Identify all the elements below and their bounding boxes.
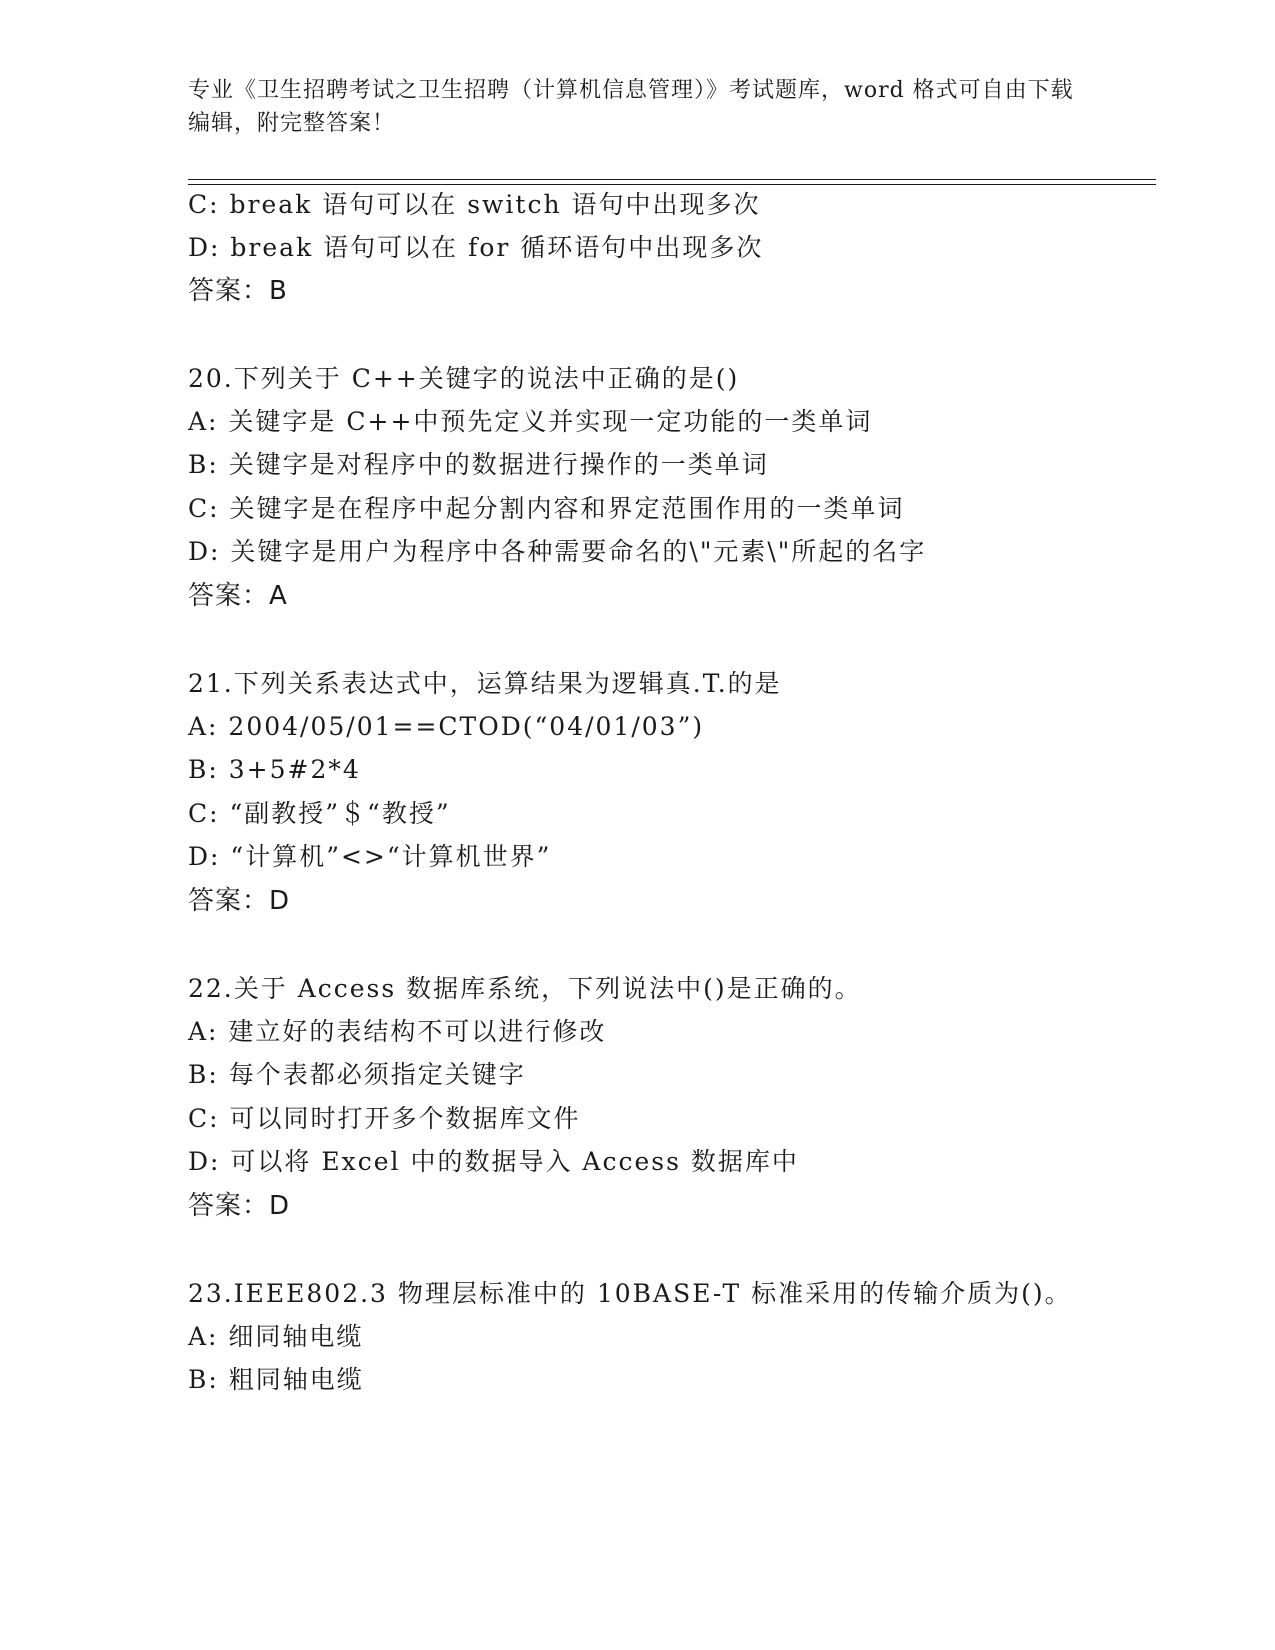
answer-line: 答案：B (188, 276, 288, 306)
header-rule-top (188, 179, 1156, 180)
option-line: C: “副教授”＄“教授” (188, 799, 451, 828)
option-line: D: “计算机”<>“计算机世界” (188, 842, 552, 871)
answer-line: 答案：A (188, 581, 288, 611)
document-header: 专业《卫生招聘考试之卫生招聘（计算机信息管理）》考试题库，word 格式可自由下载编辑，附完整答案！ (188, 78, 1074, 136)
question-line: 22.关于 Access 数据库系统，下列说法中()是正确的。 (188, 974, 862, 1003)
option-line: A: 2004/05/01==CTOD(“04/01/03”) (188, 712, 705, 741)
header-rule-bottom (188, 184, 1156, 185)
question-line: 21.下列关系表达式中，运算结果为逻辑真.T.的是 (188, 669, 782, 698)
option-line: A: 关键字是 C++中预先定义并实现一定功能的一类单词 (188, 407, 873, 436)
option-line: B: 每个表都必须指定关键字 (188, 1060, 526, 1089)
option-line: B: 粗同轴电缆 (188, 1365, 364, 1394)
option-line: C: 可以同时打开多个数据库文件 (188, 1104, 581, 1133)
option-line: B: 3+5#2*4 (188, 755, 361, 784)
question-line: 23.IEEE802.3 物理层标准中的 10BASE-T 标准采用的传输介质为()。 (188, 1279, 1072, 1308)
option-line: D: break 语句可以在 for 循环语句中出现多次 (188, 233, 764, 262)
option-line: C: break 语句可以在 switch 语句中出现多次 (188, 190, 761, 219)
option-line: C: 关键字是在程序中起分割内容和界定范围作用的一类单词 (188, 494, 905, 523)
option-line: D: 关键字是用户为程序中各种需要命名的\"元素\"所起的名字 (188, 537, 927, 566)
answer-line: 答案：D (188, 886, 291, 916)
answer-line: 答案：D (188, 1191, 291, 1221)
option-line: D: 可以将 Excel 中的数据导入 Access 数据库中 (188, 1147, 799, 1176)
option-line: A: 建立好的表结构不可以进行修改 (188, 1017, 607, 1046)
option-line: B: 关键字是对程序中的数据进行操作的一类单词 (188, 450, 769, 479)
option-line: A: 细同轴电缆 (188, 1322, 364, 1351)
question-line: 20.下列关于 C++关键字的说法中正确的是() (188, 364, 740, 393)
